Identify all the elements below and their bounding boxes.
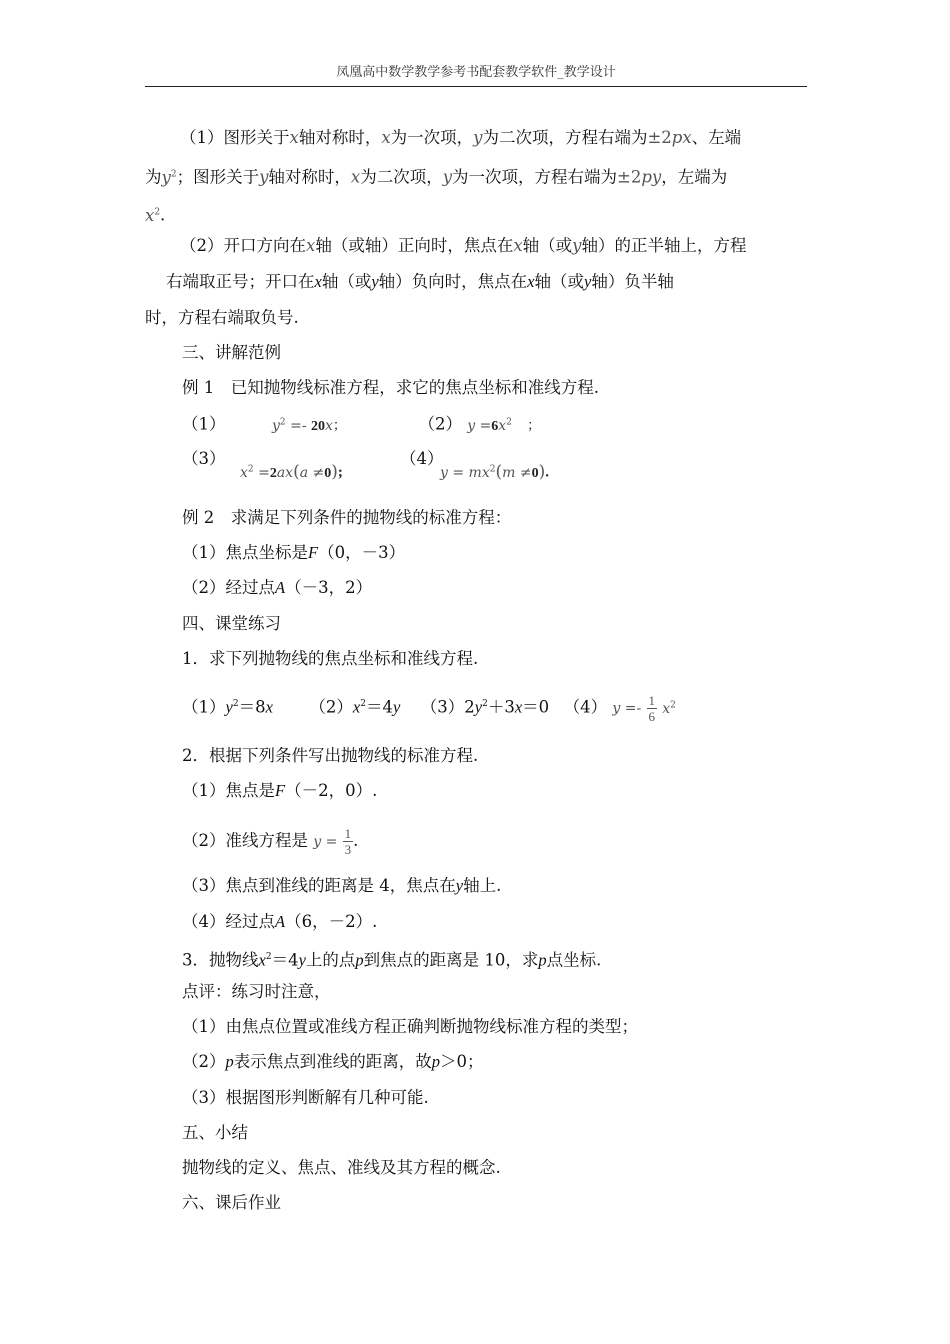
example-1-row2: （3）: [182, 449, 226, 468]
example-1-eq3: $x^2 =2ax(a \ne 0)$;: [240, 461, 343, 482]
question-1-title: 1．求下列抛物线的焦点坐标和准线方程.: [182, 649, 479, 668]
comment-item3: （3）根据图形判断解有几种可能.: [182, 1088, 429, 1107]
comment-item2: （2）p表示焦点到准线的距离，故p＞0；: [182, 1052, 484, 1071]
example-2-item2: （2）经过点A（－3，2）: [182, 578, 373, 597]
page-header: 凤凰高中数学教学参考书配套教学软件_教学设计: [145, 62, 807, 87]
section-5-heading: 五、小结: [182, 1123, 248, 1142]
para1-line2: 为$y^2$；图形关于y轴对称时，x为二次项，y为一次项，方程右端为±2py，左端为: [145, 167, 728, 187]
question-2-item1: （1）焦点是F（－2，0）.: [182, 781, 378, 800]
para1-line3: $x^2$.: [145, 205, 166, 225]
example-1-title: 例 1 已知抛物线标准方程，求它的焦点坐标和准线方程.: [182, 378, 599, 397]
section-6-heading: 六、课后作业: [182, 1193, 281, 1212]
section-4-heading: 四、课堂练习: [182, 614, 281, 633]
example-2-title: 例 2 求满足下列条件的抛物线的标准方程：: [182, 508, 512, 527]
para2-line2: 右端取正号；开口在x轴（或y轴）负向时，焦点在x轴（或y轴）负半轴: [166, 272, 674, 291]
summary-text: 抛物线的定义、焦点、准线及其方程的概念.: [182, 1158, 501, 1177]
para2-line1: （2）开口方向在x轴（或轴）正向时，焦点在x轴（或y轴）的正半轴上，方程: [180, 236, 747, 255]
example-2-item1: （1）焦点坐标是F（0，－3）: [182, 543, 406, 562]
question-2-item2: （2）准线方程是 y = $\frac{1}{3}$ .: [182, 826, 359, 857]
question-1-parts: $(1)y^2=8x$ $(2)x^2=4y$ $(3)2y^2+3x=0$ （4） y =- $\frac{1}{6}$ $x^2$: [182, 692, 676, 724]
section-3-heading: 三、讲解范例: [182, 343, 281, 362]
example-1-num4: （4）: [400, 449, 444, 468]
question-2-item3: （3）焦点到准线的距离是 4，焦点在y轴上.: [182, 876, 502, 895]
para1-line1: （1）图形关于x轴对称时，x为一次项，y为二次项，方程右端为±2px、左端: [180, 128, 742, 147]
example-1-eq4: $y = mx^2(m \ne 0)$.: [440, 461, 549, 482]
question-2-title: 2．根据下列条件写出抛物线的标准方程.: [182, 746, 479, 765]
question-2-item4: （4）经过点A（6，－2）.: [182, 912, 378, 931]
example-1-row1: （1） $y^2 =- 20x$； （2） $y =6x^2$ ；: [182, 414, 541, 434]
para2-line3: 时，方程右端取负号.: [145, 308, 299, 327]
comment-item1: （1）由焦点位置或准线方程正确判断抛物线标准方程的类型；: [182, 1017, 638, 1036]
question-3: 3．抛物线$x^2=4y$上的点p到焦点的距离是 10，求p点坐标.: [182, 950, 602, 970]
comment-title: 点评：练习时注意，: [182, 982, 331, 1001]
